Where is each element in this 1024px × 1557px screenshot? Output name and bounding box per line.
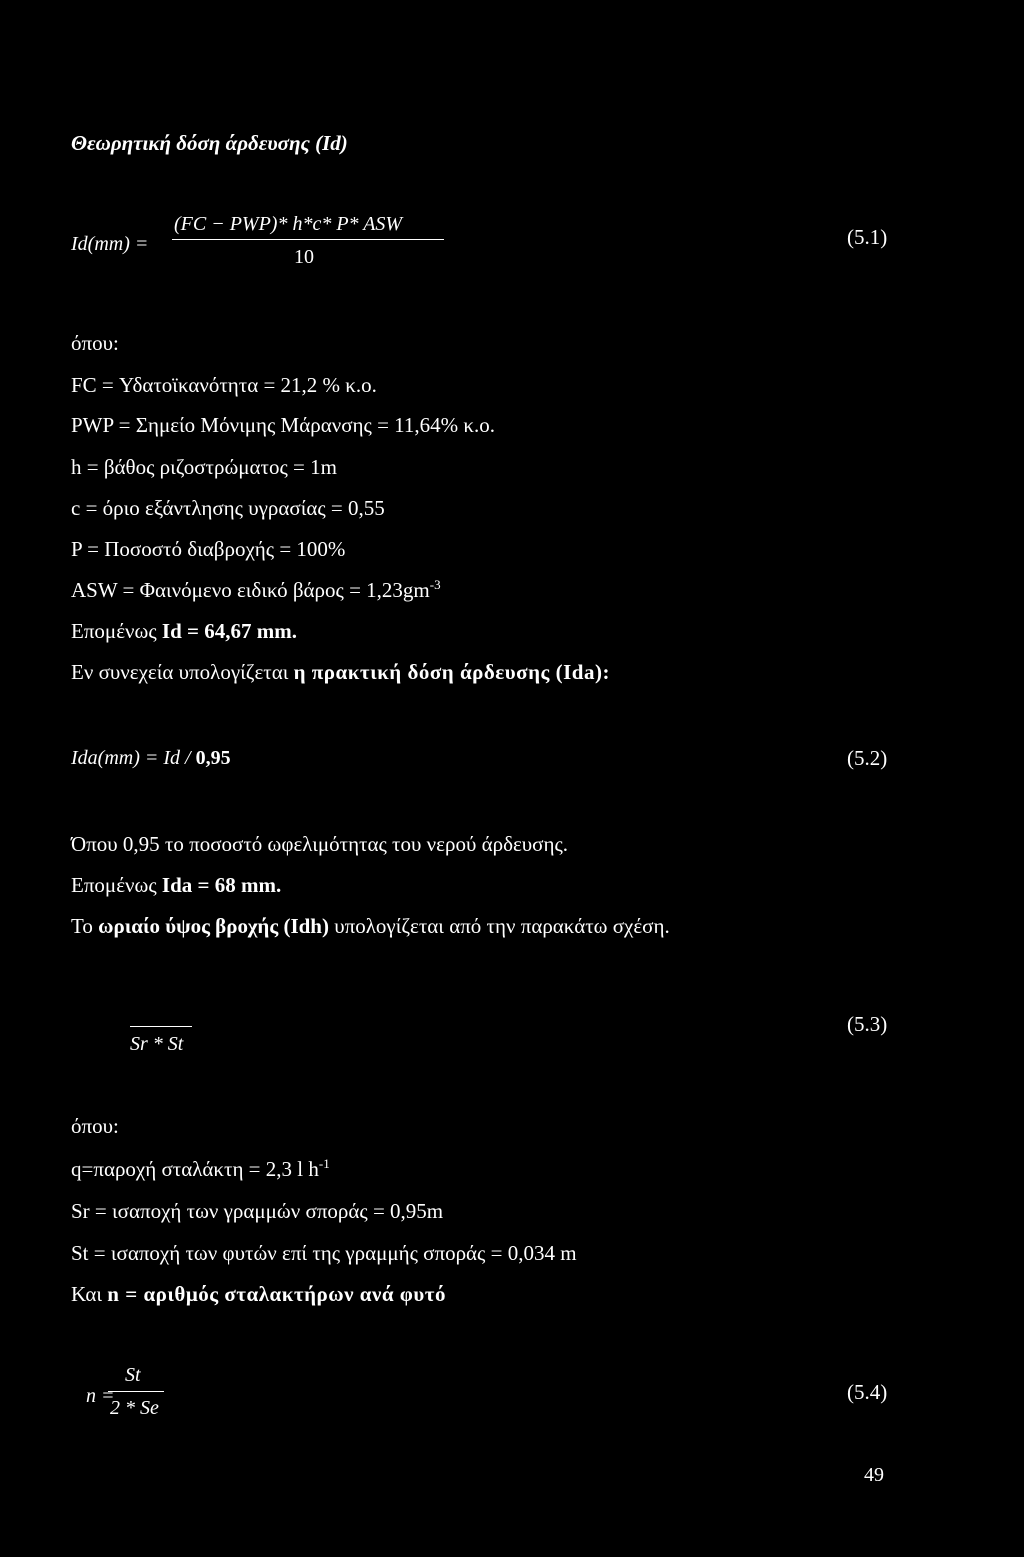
eq4-numerator: St	[125, 1364, 141, 1386]
where-095-line: Όπου 0,95 το ποσοστό ωφελιμότητας του νερού άρδευσης.	[71, 832, 569, 856]
therefore-id	[71, 619, 297, 643]
eq2-number: (5.2)	[847, 746, 888, 770]
eq3-denominator: Sr * St	[130, 1033, 184, 1055]
eq2-expression	[71, 746, 231, 770]
page-number: 49	[864, 1464, 884, 1486]
eq2-lhs: Ida(mm) = Id /	[71, 747, 196, 769]
eq4-denominator	[110, 1397, 159, 1420]
therefore-ida-prefix: Επομένως	[71, 873, 162, 897]
def-sr: Sr = ισαποχή των γραμμών σποράς = 0,95m	[71, 1199, 444, 1223]
eq3-fraction-bar	[130, 1026, 192, 1027]
eq4-denominator-text: 2 * Se	[110, 1397, 159, 1419]
hourly-suffix: υπολογίζεται από την παρακάτω σχέση.	[328, 914, 670, 938]
next-calc-line	[71, 660, 610, 684]
section-heading: Θεωρητική δόση άρδευσης (Id)	[71, 131, 348, 155]
therefore-ida-value: Ida = 68 mm.	[161, 873, 282, 897]
def-q-exponent: -1	[318, 1156, 330, 1171]
hourly-line	[71, 914, 670, 938]
def-asw	[71, 578, 441, 602]
def-h: h = βάθος ριζοστρώματος = 1m	[71, 455, 337, 479]
therefore-id-value: Id = 64,67 mm.	[161, 619, 297, 643]
def-q-text: q=παροχή σταλάκτη = 2,3 l h	[71, 1157, 319, 1181]
therefore-id-prefix: Επομένως	[71, 619, 162, 643]
eq1-numerator: (FC − PWP)* h*c* P* ASW	[174, 213, 403, 235]
def-c: c = όριο εξάντλησης υγρασίας = 0,55	[71, 496, 385, 520]
eq1-denominator: 10	[294, 246, 314, 268]
eq3-number: (5.3)	[847, 1012, 888, 1036]
next-calc-bold: η πρακτική δόση άρδευσης (Ida):	[293, 660, 610, 684]
def-n	[71, 1282, 446, 1306]
def-st: St = ισαποχή των φυτών επί της γραμμής σποράς = 0,034 m	[71, 1241, 577, 1265]
eq2-value: 0,95	[195, 747, 231, 769]
def-asw-exponent: -3	[429, 577, 441, 592]
def-p: P = Ποσοστό διαβροχής = 100%	[71, 537, 346, 561]
def-n-bold: n = αριθμός σταλακτήρων ανά φυτό	[107, 1282, 446, 1306]
where-label-2: όπου:	[71, 1114, 119, 1138]
eq4-fraction-bar	[108, 1391, 164, 1392]
eq4-number: (5.4)	[847, 1380, 888, 1404]
where-label-1: όπου:	[71, 331, 119, 355]
eq4-lhs: n =	[86, 1385, 115, 1407]
def-pwp: PWP = Σημείο Μόνιμης Μάρανσης = 11,64% κ.ο.	[71, 413, 495, 437]
def-asw-text: ASW = Φαινόμενο ειδικό βάρος = 1,23gm	[71, 578, 430, 602]
hourly-bold: ωριαίο ύψος βροχής (Idh)	[98, 914, 329, 938]
hourly-prefix: Το	[71, 914, 99, 938]
next-calc-prefix: Εν συνεχεία υπολογίζεται	[71, 660, 294, 684]
therefore-ida	[71, 873, 281, 897]
eq1-fraction-bar	[172, 239, 444, 240]
def-fc: FC = Υδατοϊκανότητα = 21,2 % κ.ο.	[71, 373, 377, 397]
eq1-lhs: Id(mm) =	[71, 233, 149, 255]
eq1-number: (5.1)	[847, 225, 888, 249]
def-n-prefix: Και	[71, 1282, 108, 1306]
def-q	[71, 1157, 330, 1181]
